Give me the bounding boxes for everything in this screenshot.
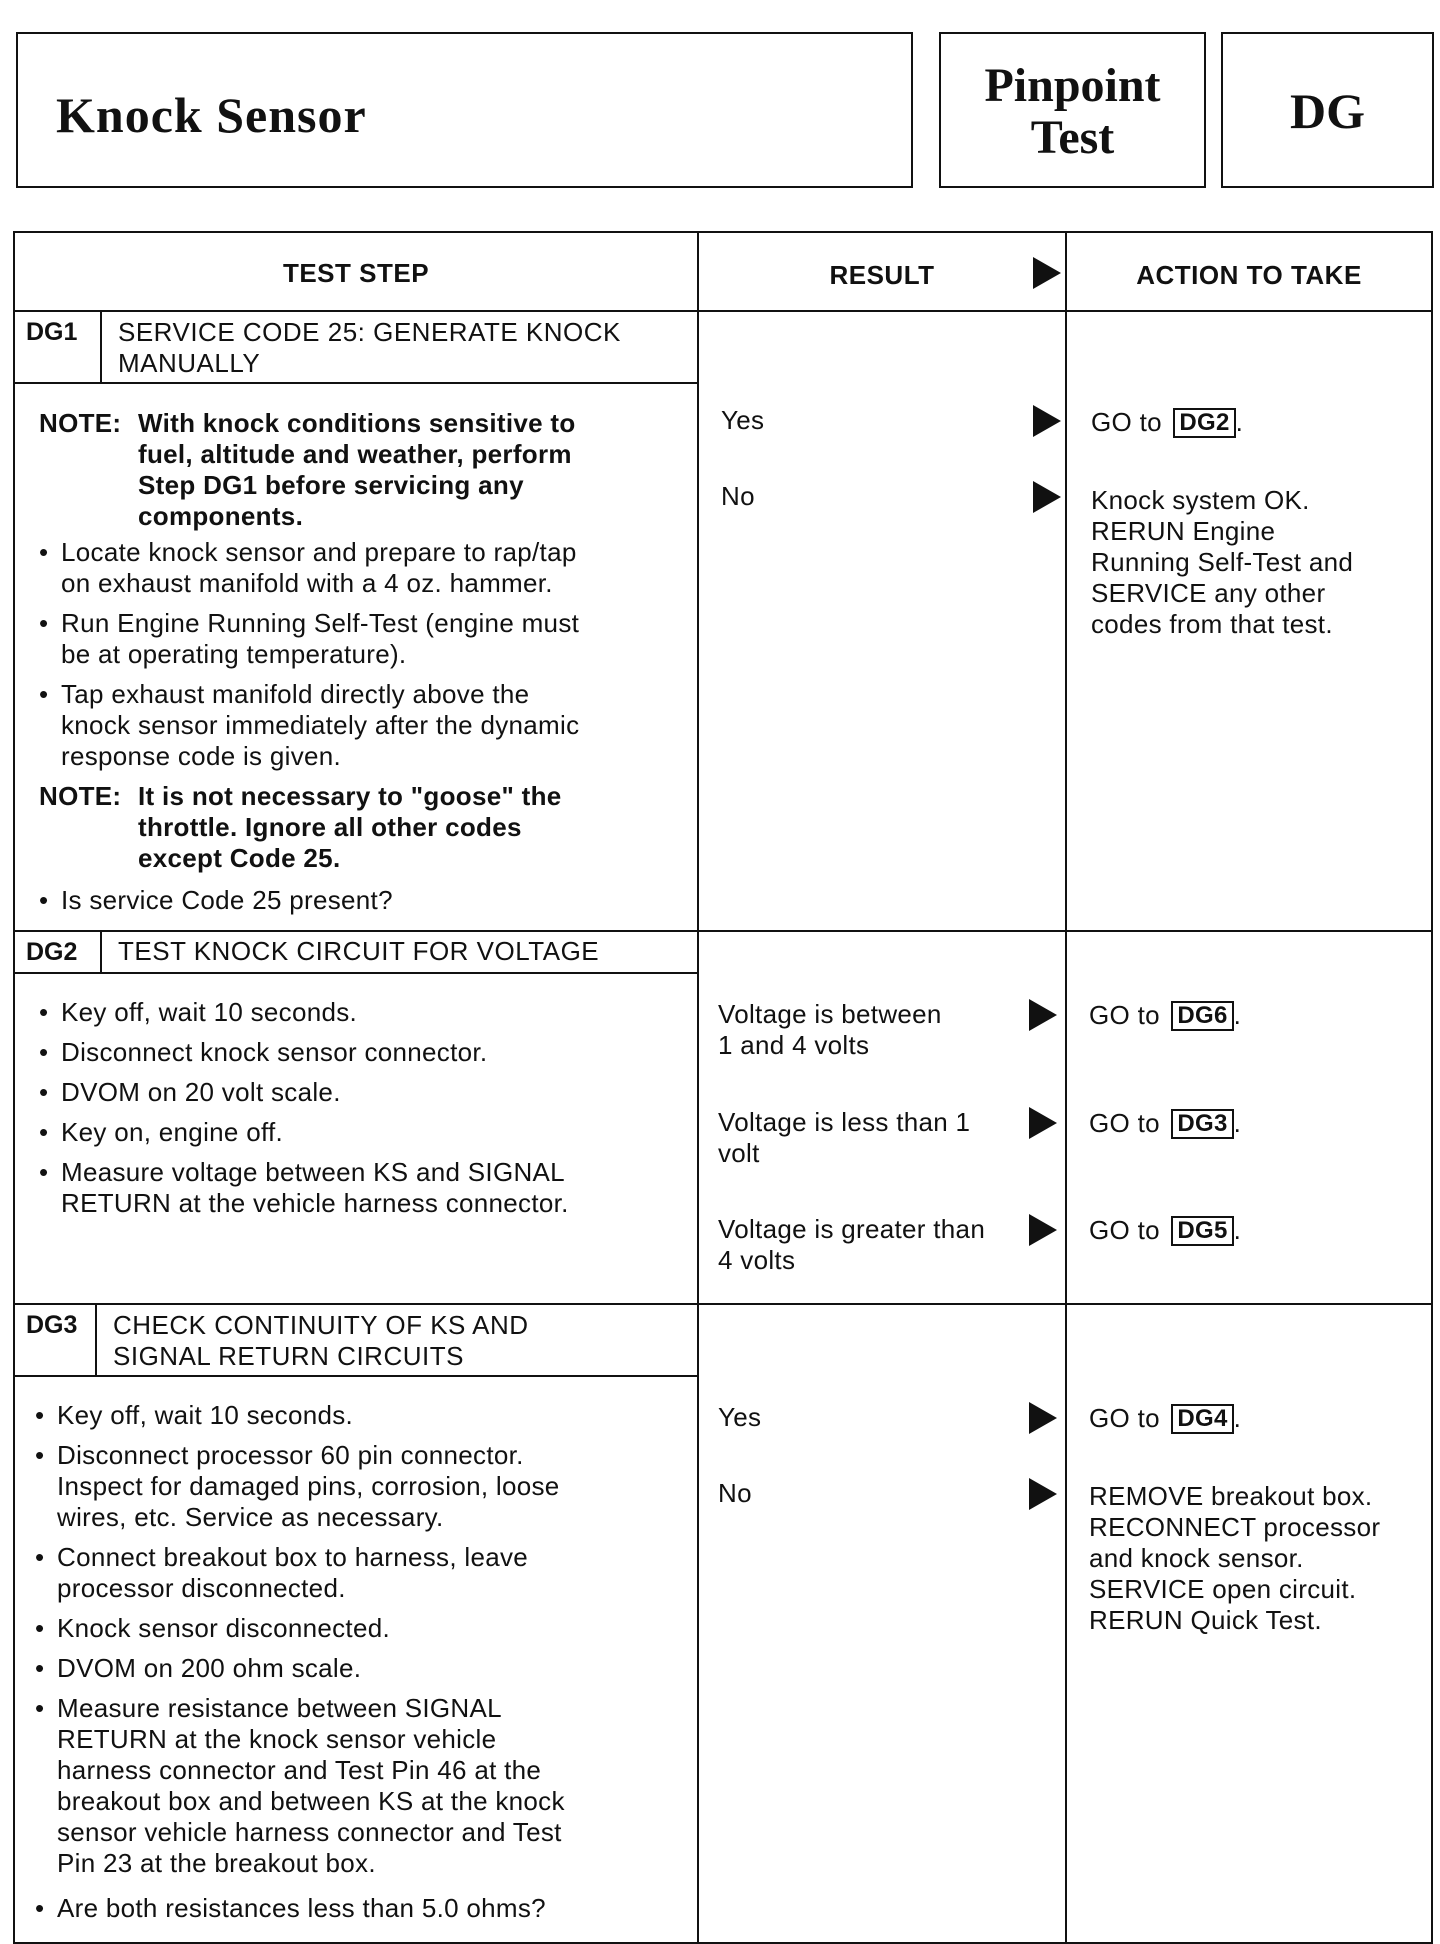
column-divider [1065,233,1067,1942]
result-arrow-icon [1033,481,1061,513]
result-arrow-icon [1029,999,1057,1031]
result-arrow-icon [1033,257,1061,289]
page-title: Knock Sensor [56,87,367,143]
result-arrow-icon [1029,1402,1057,1434]
step-code: DG3 [26,1311,78,1339]
step-reference[interactable]: DG5 [1171,1216,1233,1246]
step-code: DG2 [26,938,78,966]
instruction-item: • Disconnect knock sensor connector. [39,1037,679,1068]
instruction-item: • Run Engine Running Self-Test (engine must be at operating temperature). [39,608,679,670]
result-arrow-icon [1029,1214,1057,1246]
question-item: • Is service Code 25 present? [39,885,679,916]
step-title: CHECK CONTINUITY OF KS AND SIGNAL RETURN CIRCUITS [113,1310,529,1371]
result-no: No [721,481,755,511]
action-goto: GO to DG4 . [1089,1403,1242,1433]
action-goto: GO to DG3 . [1089,1108,1242,1138]
result-yes: Yes [721,405,765,435]
step-reference[interactable]: DG6 [1171,1001,1233,1031]
step-title: SERVICE CODE 25: GENERATE KNOCK MANUALLY [118,317,621,378]
instruction-item: • Key off, wait 10 seconds. [35,1400,685,1431]
test-type-box [939,32,1206,188]
instruction-item: • Locate knock sensor and prepare to rap/tap on exhaust manifold with a 4 oz. hammer. [39,537,679,599]
test-type-label: Pinpoint Test [984,59,1161,164]
instruction-item: • Tap exhaust manifold directly above the knock sensor immediately after the dynamic response code is given. [39,679,679,772]
result-arrow-icon [1033,405,1061,437]
test-id: DG [1290,83,1365,139]
action-goto: GO to DG6 . [1089,1000,1242,1030]
column-divider [697,233,699,1942]
instruction-item: • Knock sensor disconnected. [35,1613,685,1644]
result-no: No [718,1478,752,1508]
step-code-divider [95,1305,97,1375]
step-header-dg1 [15,312,697,384]
result-condition: Voltage is greater than 4 volts [718,1214,986,1275]
instruction-item: • DVOM on 20 volt scale. [39,1077,679,1108]
result-condition: Voltage is between 1 and 4 volts [718,999,942,1060]
question-item: • Are both resistances less than 5.0 ohms? [35,1893,685,1924]
result-arrow-icon [1029,1478,1057,1510]
step-reference[interactable]: DG2 [1173,408,1235,438]
column-header-action: ACTION TO TAKE [1136,260,1362,290]
instruction-item: • Measure resistance between SIGNAL RETURN at the knock sensor vehicle harness connector and Test Pin 46 at the breakout box and between KS at the knock sensor vehicle harness connector and Test Pin 23 at the breakout box. [35,1693,685,1879]
result-arrow-icon [1029,1107,1057,1139]
step-reference[interactable]: DG4 [1171,1404,1233,1434]
test-id-box [1221,32,1434,188]
step-code: DG1 [26,318,78,346]
instruction-item: • Disconnect processor 60 pin connector. Inspect for damaged pins, corrosion, loose wires, etc. Service as necessary. [35,1440,685,1533]
instruction-item: • Key on, engine off. [39,1117,679,1148]
action-goto: GO to DG2 . [1091,407,1244,437]
action-text: Knock system OK. RERUN Engine Running Self-Test and SERVICE any other codes from that test. [1091,485,1354,639]
column-header-test-step: TEST STEP [282,258,430,288]
step-header-dg2 [15,932,697,974]
title-box [16,32,913,188]
step-header-dg3 [15,1305,697,1377]
step-reference[interactable]: DG3 [1171,1109,1233,1139]
action-text: REMOVE breakout box. RECONNECT processor and knock sensor. SERVICE open circuit. RERUN Quick Test. [1089,1481,1381,1635]
action-goto: GO to DG5 . [1089,1215,1242,1245]
instruction-item: • Connect breakout box to harness, leave processor disconnected. [35,1542,685,1604]
step-title: TEST KNOCK CIRCUIT FOR VOLTAGE [118,936,600,966]
column-header-result: RESULT [829,260,935,290]
instruction-item: • Measure voltage between KS and SIGNAL RETURN at the vehicle harness connector. [39,1157,679,1219]
step-code-divider [100,312,102,382]
result-yes: Yes [718,1402,762,1432]
pinpoint-table: TEST STEP RESULT ACTION TO TAKE DG1 SERVICE CODE 25: GENERATE KNOCK MANUALLY NOTE: With knock conditions sensitive to fuel, altitude and weather, perform Step DG1 before servicing any components. • Locate knock sensor and prepare to rap/tap on exhaust manifold with a 4 oz. hammer. • Run Engine Running Self-Test (engine must be at operating temperature). • Tap exhaust manifold directly above the knock sensor immediately after the dynamic response code is given. NOTE: It is not necessary to "goose" the throttle. Ignore all other codes except Code 25. • Is service Code 25 present? Yes GO to DG2 . No Knock system OK. RERUN Engine Running Self-Test and SERVICE any other codes from that test. DG2 TEST KNOCK CIRCUIT FOR VOLTAGE • Key off, wait 10 seconds. • Disconnect knock sensor connector. • DVOM on 20 volt scale. • Key on, engine off. • Measure voltage between KS and SIGNAL RETURN at the vehicle harness connector. Voltage is between 1 and 4 volts GO to DG6 . Voltage is less than 1 volt GO to DG3 . Voltage is greater than 4 volts GO to DG5 . DG3 CHECK CONTINUITY OF KS AND SIGNAL RETURN CIRCUITS • Key off, wait 10 seconds. • Disconnect processor 60 pin connector. Inspect for damaged pins, corrosion, loose wires, etc. Service as necessary. • Connect breakout box to harness, leave processor disconnected. • Knock sensor disconnected. • DVOM on 200 ohm scale. • Measure resistance between SIGNAL RETURN at the knock sensor vehicle harness connector and Test Pin 46 at the breakout box and between KS at the knock sensor vehicle harness connector and Test Pin 23 at the breakout box. • Are both resistances less than 5.0 ohms? Yes GO to DG4 . No REMOVE breakout box. RECONNECT processor and knock sensor. SERVICE open circuit. RERUN Quick Test. [13,231,1433,1944]
instruction-item: • Key off, wait 10 seconds. [39,997,679,1028]
step-code-divider [100,932,102,972]
instruction-item: • DVOM on 200 ohm scale. [35,1653,685,1684]
result-condition: Voltage is less than 1 volt [718,1107,971,1168]
